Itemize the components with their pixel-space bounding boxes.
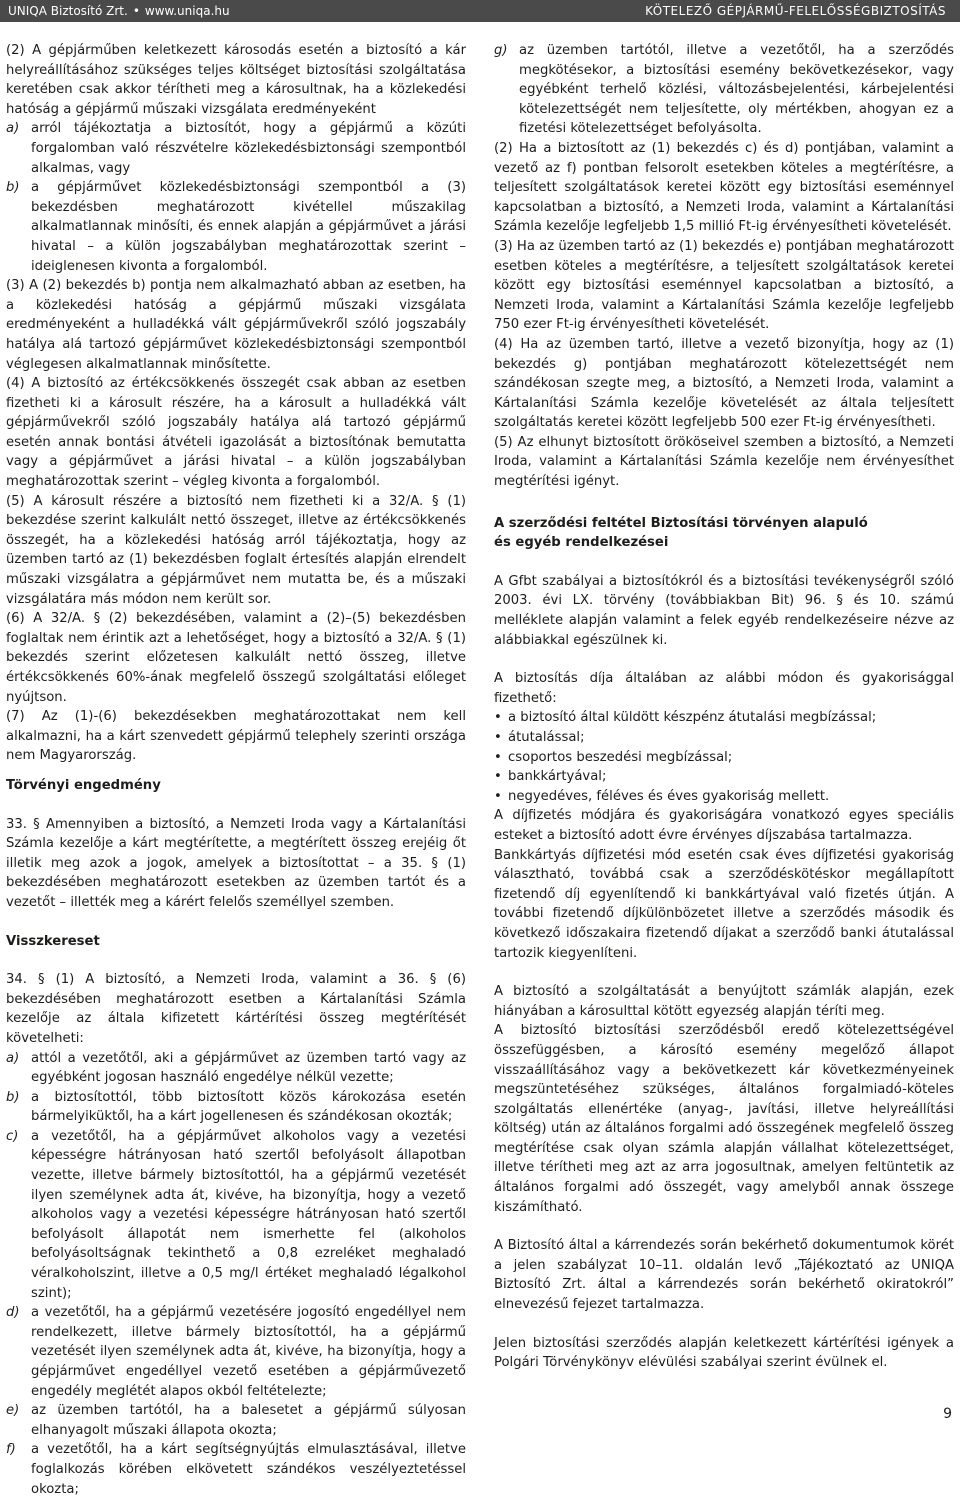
bullet-text: csoportos beszedési megbízással; (508, 749, 733, 765)
bullet-icon: • (494, 749, 502, 765)
item-label: a) (6, 121, 20, 137)
paragraph-4: (4) Ha az üzemben tartó, illetve a vezető bizonyítja, hogy az (1) bekezdés g) pontjában meghatározott kötelezettségét nem szándékosan szegte meg, a biztosító, a Nemzeti Iroda, valamint a Kártalanítási Számla kezelője követelését az általa teljesített szolgáltatás keretei között legfeljebb 500 ezer Ft-ig érvényesítheti. (494, 336, 954, 431)
list-item-g (494, 41, 954, 139)
list-item-a (6, 119, 466, 178)
item-label: b) (6, 1089, 20, 1105)
item-label: e) (6, 1403, 20, 1419)
paragraph-3: (3) Ha az üzemben tartó az (1) bekezdés e) pontjában meghatározott esetben köteles a megtérítésre, a teljesített szolgáltatások keretei között egy biztosítási eseménnyel kapcsolatban a biztosító, a Nemzeti Iroda, valamint a Kártalanítási Számla kezelője legfeljebb 750 ezer Ft-ig érvényesítheti követelését. (494, 238, 954, 333)
bullet-text: bankkártyával; (508, 769, 607, 785)
paragraph-bankkartya: Bankkártyás díjfizetési mód esetén csak éves díjfizetési gyakoriság választható, továbbá csak a szerződéskötéskor megállapított fizetendő díj egyenlítendő ki bankkártyával való fizetés útján. A további fizetendő díjkülönbözetet illetve a szerződés második és következő időszakaira fizetendő díjakat a szerződő banki átutalással tartozik kiegyenlíteni. (494, 847, 954, 961)
list-item-f (6, 1440, 466, 1499)
paragraph-34: 34. § (1) A biztosító, a Nemzeti Iroda, valamint a 36. § (6) bekezdésében meghatározott esetben a Kártalanítási Számla kezelője az általa kifizetett kártérítési összeg megtérítését követelheti: (6, 972, 466, 1046)
bullet-item (494, 787, 954, 807)
item-text: attól a vezetőtől, aki a gépjárművet az üzemben tartó vagy az egyébként jogosan használó engedélye nélkül vezette; (31, 1050, 466, 1086)
item-text: a vezetőtől, ha a gépjárművet alkoholos vagy a vezetési képességre hátrányosan ható szertől befolyásolt állapotban vezette, illetve bármely biztosítottól, ha a gépjármű vezetését ilyen személynek adta át, kivéve, ha bizonyítja, hogy a vezető alkoholos vagy a vezetési képességre hátrányosan ható szertől befolyásolt állapotát nem ismerhette fel (alkoholos befolyásoltságnak tekinthető a 0,8 ezreléket meghaladó véralkoholszint, illetve a 0,5 mg/l értéket meghaladó légalkohol szint); (31, 1128, 466, 1301)
item-label: c) (6, 1128, 19, 1144)
list-item-b (6, 178, 466, 276)
bullet-icon: • (494, 788, 502, 804)
section-title: KÖTELEZŐ GÉPJÁRMŰ-FELELŐSSÉGBIZTOSÍTÁS (645, 4, 946, 18)
paragraph-2: (2) A gépjárműben keletkezett károsodás esetén a biztosító a kár helyreállításához szükséges teljes költséget biztosítási szolgáltatása keretében csak akkor térítheti meg a károsultnak, ha a közlekedési hatóság a gépjármű műszaki vizsgálata eredményeként (6, 43, 466, 117)
paragraph-szamlak: A biztosító a szolgáltatását a benyújtott számlák alapján, ezek hiányában a károsulttal kötött egyezség alapján téríti meg. (494, 984, 954, 1019)
bullet-item (494, 708, 954, 728)
item-label: b) (6, 180, 20, 196)
item-text: arról tájékoztatja a biztosítót, hogy a gépjármű a közúti forgalomban való részvételre közlekedésbiztonsági szempontból alkalmas, vagy (31, 121, 466, 176)
section-heading-line-2: és egyéb rendelkezései (494, 535, 669, 551)
paragraph-elevules: Jelen biztosítási szerződés alapján keletkezett kártérítési igények a Polgári Törvénykönyv elévülési szabályai szerint évülnek el. (494, 1335, 954, 1371)
left-column (6, 41, 466, 1499)
paragraph-4: (4) A biztosító az értékcsökkenés összegét csak abban az esetben fizetheti ki a károsult részére, ha a károsult a hulladékká vált gépjárművekről szóló jogszabály hatálya alá tartozó gépjármű esetén annak bontási átvételi igazolását a biztosítónak bemutatta vagy a gépjárművet a járási hivatal – a külön jogszabályban meghatározottak szerint – végleg kivonta a forgalomból. (6, 376, 466, 490)
paragraph-dokumentumok: A Biztosító által a kárrendezés során bekérhető dokumentumok körét a jelen szabályzat 10–11. oldalán levő „Tájékoztató az UNIQA Biztosító Zrt. által a kárrendezés során bekérhető okiratokról” elnevezésű fejezet tartalmazza. (494, 1238, 954, 1313)
item-text: az üzemben tartótól, illetve a vezetőtől, ha a szerződés megkötésekor, a biztosítási esemény bekövetkezésekor, vagy egyébként terhelő közlési, változásbejelentési, kárbejelentési kötelezettségét nem teljesítette, oly mértékben, ahogyan ez a fizetési kötelezettséget befolyásolta. (519, 43, 954, 137)
paragraph-5: (5) Az elhunyt biztosított örököseivel szemben a biztosító, a Nemzeti Iroda, valamint a Kártalanítási Számla kezelője nem érvényesíthet megtérítési igényt. (494, 434, 954, 490)
item-label: f) (6, 1442, 16, 1458)
item-label: g) (494, 43, 508, 58)
paragraph-2: (2) Ha a biztosított az (1) bekezdés c) és d) pontjában, valamint a vezető az f) pontban felsorolt esetekben köteles a megtérítésre, a teljesített szolgáltatások keretei között egy biztosítási eseménnyel kapcsolatban a biztosító, a Nemzeti Iroda, valamint a Kártalanítási Számla kezelője legfeljebb 1,5 millió Ft-ig érvényesítheti követelését. (494, 140, 954, 235)
item-text: a biztosítottól, több biztosított közös károkozása esetén bármelyiküktől, ha a kárt jogellenesen és szándékosan okozták; (31, 1089, 466, 1125)
item-label: a) (6, 1050, 20, 1066)
company-name: UNIQA Biztosító Zrt. (8, 4, 128, 18)
paragraph-afa: A biztosító biztosítási szerződésből eredő kötelezettségével összefüggésben, a károsító esemény megelőző állapot visszaállításához vagy a bekövetkezett kár következményeinek megszüntetéséhez szükséges, általános forgalmiadó-köteles szolgáltatás ellenértéke (anyag-, javítási, illetve helyreállítási költség) után az általános forgalmi adó összegének megfelelő összeg megtérítése csak olyan számla alapján vállalhat kötelezettséget, illetve térítheti meg azt az arra jogosultnak, amelyen feltüntetik az általános forgalmi adó összegét, vagy amelyből annak összege kiszámítható. (494, 1023, 954, 1215)
paragraph-gfbt: A Gfbt szabályai a biztosítókról és a biztosítási tevékenységről szóló 2003. évi LX. törvény (továbbiakban Bit) 96. § és 10. számú melléklete alapján valamint a felek egyéb rendelkezéseire nézve az alábbiakkal egészülnek ki. (494, 573, 954, 648)
item-text: a gépjárművet közlekedésbiztonsági szempontból a (3) bekezdésben meghatározott kivétellel műszakilag alkalmatlannak minősíti, és ennek alapján a gépjárművet a járási hivatal – a külön jogszabályban meghatározottak szerint – ideiglenesen kivonta a forgalomból. (31, 180, 466, 274)
page-header (0, 0, 960, 22)
bullet-icon: • (494, 710, 502, 726)
bullet-icon: • (494, 769, 502, 785)
bullet-item (494, 767, 954, 787)
item-label: d) (6, 1305, 20, 1321)
paragraph-dijfizetes-modja: A biztosítás díja általában az alábbi módon és gyakorisággal fizethető: (494, 671, 954, 706)
right-column (494, 41, 954, 1373)
bullet-item (494, 728, 954, 748)
bullet-text: a biztosító által küldött készpénz átutalási megbízással; (508, 710, 877, 726)
heading-visszkereset: Visszkereset (6, 933, 100, 949)
paragraph-5: (5) A károsult részére a biztosító nem fizetheti ki a 32/A. § (1) bekezdése szerint kalkulált nettó összeget, illetve az értékcsökkenés összegét, ha a közlekedési hatóság arról tájékoztatja, hogy az üzemben tartó az (1) bekezdésben foglalt értesítés alapján elrendelt műszaki vizsgálatra a gépjárművet nem mutatta be, és a műszaki vizsgálatára más módon nem került sor. (6, 493, 466, 607)
page-number: 9 (943, 1406, 952, 1422)
paragraph-7: (7) Az (1)-(6) bekezdésekben meghatározottakat nem kell alkalmazni, ha a kárt szenvedett gépjármű telephely szerinti országa nem Magyarország. (6, 709, 466, 764)
section-heading-line-1: A szerződési feltétel Biztosítási törvényen alapuló (494, 515, 868, 531)
bullet-text: negyedéves, féléves és éves gyakoriság mellett. (508, 788, 830, 804)
item-text: az üzemben tartótól, ha a balesetet a gépjármű súlyosan elhanyagolt műszaki állapota okozta; (31, 1403, 466, 1438)
bullet-separator: • (132, 4, 140, 18)
list-item-d (6, 1303, 466, 1401)
paragraph-6: (6) A 32/A. § (2) bekezdésében, valamint a (2)–(5) bekezdésben foglaltak nem érintik azt a lehetőséget, hogy a biztosító a 32/A. § (1) bekezdés szerint előzetesen kalkulált nettó összeg, illetve értékcsökkenés 60%-ának megfelelő összegű szolgáltatási előleget nyújtson. (6, 611, 466, 705)
paragraph-33: 33. § Amennyiben a biztosító, a Nemzeti Iroda vagy a Kártalanítási Számla kezelője a kárt megtérítette, a megtérített összeg erejéig őt illetik meg azok a jogok, amelyek a biztosítottat – a 35. § (1) bekezdésében meghatározott esetekben az üzemben tartót és a vezetőt – illették meg a kárért felelős személlyel szemben. (6, 816, 466, 910)
bullet-text: átutalással; (508, 730, 585, 745)
list-item-e (6, 1401, 466, 1440)
website-link[interactable]: www.uniqa.hu (144, 4, 230, 18)
list-item-c (6, 1127, 466, 1303)
bullet-item (494, 748, 954, 768)
header-left (8, 4, 230, 18)
item-text: a vezetőtől, ha a gépjármű vezetésére jogosító engedéllyel nem rendelkezett, illetve bármely biztosítottól, ha a gépjármű vezetését ilyen személynek adta át, kivéve, ha bizonyítja, hogy a gépjárművet engedéllyel vezető esetében a gépjárművezető engedély meglétét alapos okból feltételezte; (31, 1305, 466, 1399)
paragraph-3: (3) A (2) bekezdés b) pontja nem alkalmazható abban az esetben, ha a közlekedési hatóság a gépjármű műszaki vizsgálata eredményeként a hulladékká vált gépjárművekről szóló jogszabály hatálya alá tartozó gépjárművet közlekedésbiztonsági szempontból véglegesen alkalmatlannak minősítette. (6, 278, 466, 372)
list-item-a (6, 1049, 466, 1088)
item-text: a vezetőtől, ha a kárt segítségnyújtás elmulasztásával, illetve foglalkozás körében elkövetett szándékos veszélyeztetéssel okozta; (31, 1442, 466, 1497)
paragraph-dijszabas: A díjfizetés módjára és gyakoriságára vonatkozó egyes speciális esteket a biztosító adott évre érvényes díjszabása tartalmazza. (494, 808, 954, 843)
list-item-b (6, 1088, 466, 1127)
bullet-icon: • (494, 730, 502, 745)
heading-torvenyi-engedmeny: Törvényi engedmény (6, 777, 161, 793)
